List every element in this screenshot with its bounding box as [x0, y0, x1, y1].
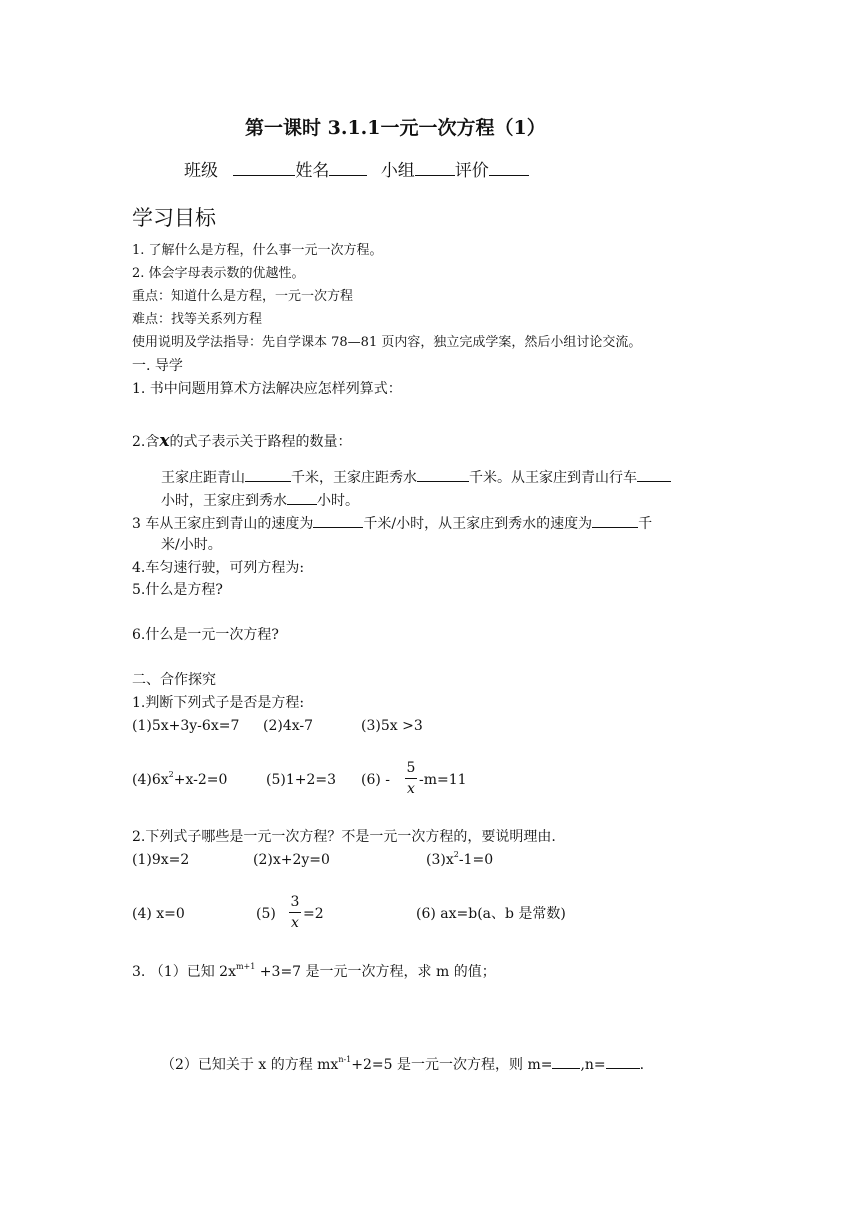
variable-x: x [159, 431, 170, 451]
p2-option-2: (2)x+2y=0 [253, 852, 330, 868]
p1-option-1: (1)5x+3y-6x=7 [132, 718, 240, 734]
goals-heading: 学习目标 [132, 206, 216, 230]
m-blank[interactable] [552, 1054, 580, 1069]
fraction-3-over-x: 3 x [290, 894, 300, 931]
explore-problem-2: 2.下列式子哪些是一元一次方程？不是一元一次方程的，要说明理由. [132, 829, 556, 845]
difficulty-point: 难点：找等关系列方程 [132, 312, 263, 327]
fraction-5-over-x: 5 x [406, 760, 416, 797]
blank[interactable] [245, 467, 291, 482]
q2-line-1: 王家庄距青山 千米，王家庄距秀水 千米。从王家庄到青山行车 [161, 467, 671, 487]
guide-question-6: 6.什么是一元一次方程? [132, 627, 279, 643]
blank[interactable] [637, 467, 671, 482]
guide-question-5: 5.什么是方程? [132, 582, 223, 598]
guide-question-2: 2.含x的式子表示关于路程的数量： [132, 431, 352, 451]
usage-note: 使用说明及学法指导：先自学课本 78—81 页内容，独立完成学案，然后小组讨论交流。 [132, 335, 642, 350]
group-label: 小组 [380, 161, 415, 181]
q3-line-1: 3 车从王家庄到青山的速度为 千米/小时，从王家庄到秀水的速度为 千 [132, 513, 652, 533]
p1-option-3: (3)5x >3 [361, 718, 423, 734]
guide-heading: 一. 导学 [132, 358, 183, 374]
goal-item-2: 2. 体会字母表示数的优越性。 [132, 266, 305, 281]
q3-line-2: 米/小时。 [161, 537, 222, 553]
explore-problem-1: 1.判断下列式子是否是方程: [132, 695, 305, 711]
header-fields [184, 160, 529, 182]
blank[interactable] [592, 513, 638, 528]
blank[interactable] [313, 513, 363, 528]
n-blank[interactable] [606, 1054, 640, 1069]
class-label: 班级 [184, 161, 218, 181]
explore-problem-3-part-2: （2）已知关于 x 的方程 $mx^{n-1}+2=5$ 是一元一次方程，则 m= ,n= . [161, 1055, 645, 1073]
p2-option-5-suffix: =2 [303, 906, 324, 922]
name-blank[interactable] [329, 161, 367, 176]
blank[interactable] [287, 490, 317, 505]
explore-heading: 二、合作探究 [132, 672, 216, 688]
group-blank[interactable] [415, 161, 455, 176]
goal-item-1: 1. 了解什么是方程，什么事一元一次方程。 [132, 243, 383, 258]
p1-option-6-prefix: (6) - [361, 772, 391, 788]
guide-question-1: 1. 书中问题用算术方法解决应怎样列算式： [132, 381, 402, 397]
p1-option-6-suffix: -m=11 [419, 772, 467, 788]
p1-option-4: $(4)6x^2+x-2=0$ [132, 770, 228, 788]
p2-option-3: $(3)x^2-1=0$ [426, 850, 494, 868]
blank[interactable] [417, 467, 469, 482]
q2-line-2: 小时，王家庄到秀水 小时。 [161, 490, 359, 510]
page-title: 第一课时 3.1.1一元一次方程（1） [245, 117, 546, 139]
p2-option-5-prefix: (5) [256, 906, 276, 922]
rating-label: 评价 [454, 161, 489, 181]
p1-option-5: (5)1+2=3 [266, 772, 337, 788]
name-label: 姓名 [295, 161, 330, 181]
p2-option-1: (1)9x=2 [132, 852, 190, 868]
class-blank[interactable] [233, 161, 295, 176]
key-point: 重点：知道什么是方程，一元一次方程 [132, 289, 354, 304]
p2-option-4: (4) x=0 [132, 906, 185, 922]
p1-option-2: (2)4x-7 [263, 718, 314, 734]
rating-blank[interactable] [489, 161, 529, 176]
explore-problem-3-part-1: 3. （1）已知 $2x^{m+1} +3=7$ 是一元一次方程，求 m 的值； [132, 962, 496, 980]
guide-question-4: 4.车匀速行驶，可列方程为: [132, 560, 305, 576]
p2-option-6: (6) ax=b(a、b 是常数) [416, 906, 566, 922]
